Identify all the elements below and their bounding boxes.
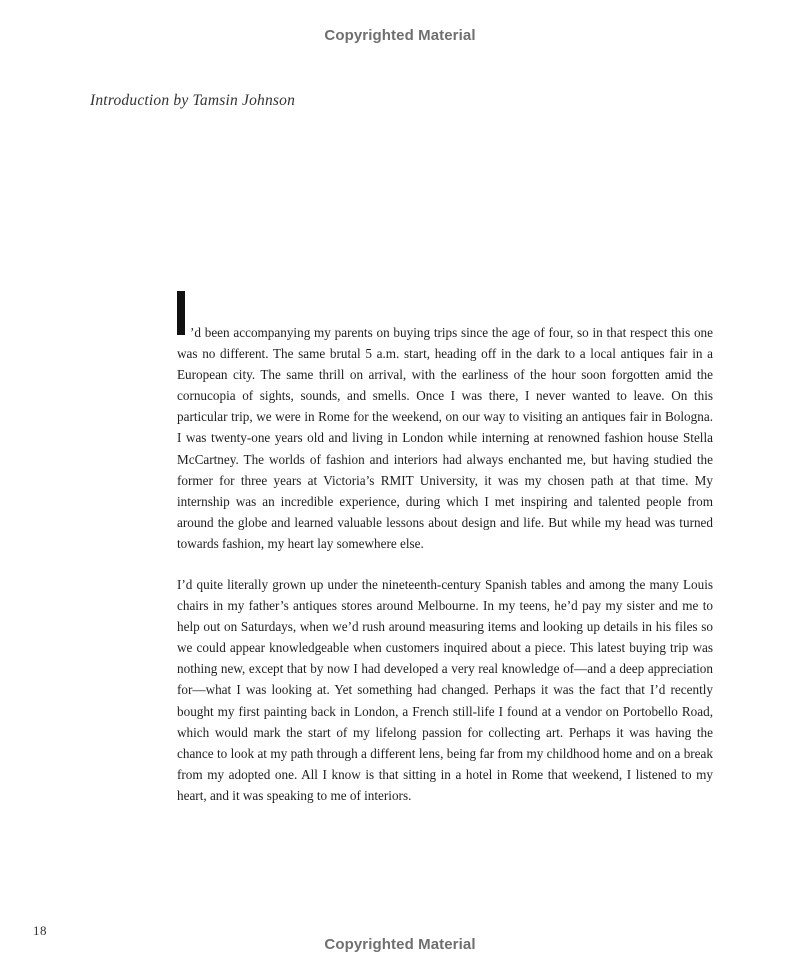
body-paragraph-2: I’d quite literally grown up under the nineteenth-century Spanish tables and among the many Louis chairs in my father’s antiques stores around Melbourne. In my teens, he’d pay my sister and me to help out on Saturdays, when we’d rush around measuring items and looking up details in his files so we could appear knowledgeable when customers inquired about a piece. This latest buying trip was nothing new, except that by now I had developed a very real knowledge of—and a deep appreciation for—what I was looking at. Yet something had changed. Perhaps it was the fact that I’d recently bought my first painting back in London, a French still-life I found at a vendor on Portobello Road, which would mark the start of my lifelong passion for collecting art. Perhaps it was having the chance to look at my path through a different lens, being far from my childhood home and on a break from my adopted one. All I know is that sitting in a hotel in Rome that weekend, I listened to my heart, and it was speaking to me of interiors. xyxy=(177,577,713,803)
chapter-heading: Introduction by Tamsin Johnson xyxy=(90,92,296,109)
drop-cap-letter xyxy=(177,322,190,343)
body-paragraph-1 xyxy=(177,322,713,554)
copyright-watermark-bottom: Copyrighted Material xyxy=(324,936,476,953)
page-number: 18 xyxy=(33,923,47,938)
copyright-watermark-top: Copyrighted Material xyxy=(324,27,476,44)
paragraph-1-text: ’d been accompanying my parents on buying trips since the age of four, so in that respect this one was no different. The same brutal 5 a.m. start, heading off in the dark to a local antiques fair in a European city. The same thrill on arrival, with the earliness of the hour soon forgotten amid the cornucopia of sights, sounds, and smells. Once I was there, I never wanted to leave. On this particular trip, we were in Rome for the weekend, on our way to visiting an antiques fair in Bologna. I was twenty-one years old and living in London while interning at renowned fashion house Stella McCartney. The worlds of fashion and interiors had always enchanted me, but having studied the former for three years at Victoria’s RMIT University, it was my chosen path at that time. My internship was an incredible experience, during which I met inspiring and talented people from around the globe and learned valuable lessons about design and life. But while my head was turned towards fashion, my heart lay somewhere else. xyxy=(177,325,713,551)
